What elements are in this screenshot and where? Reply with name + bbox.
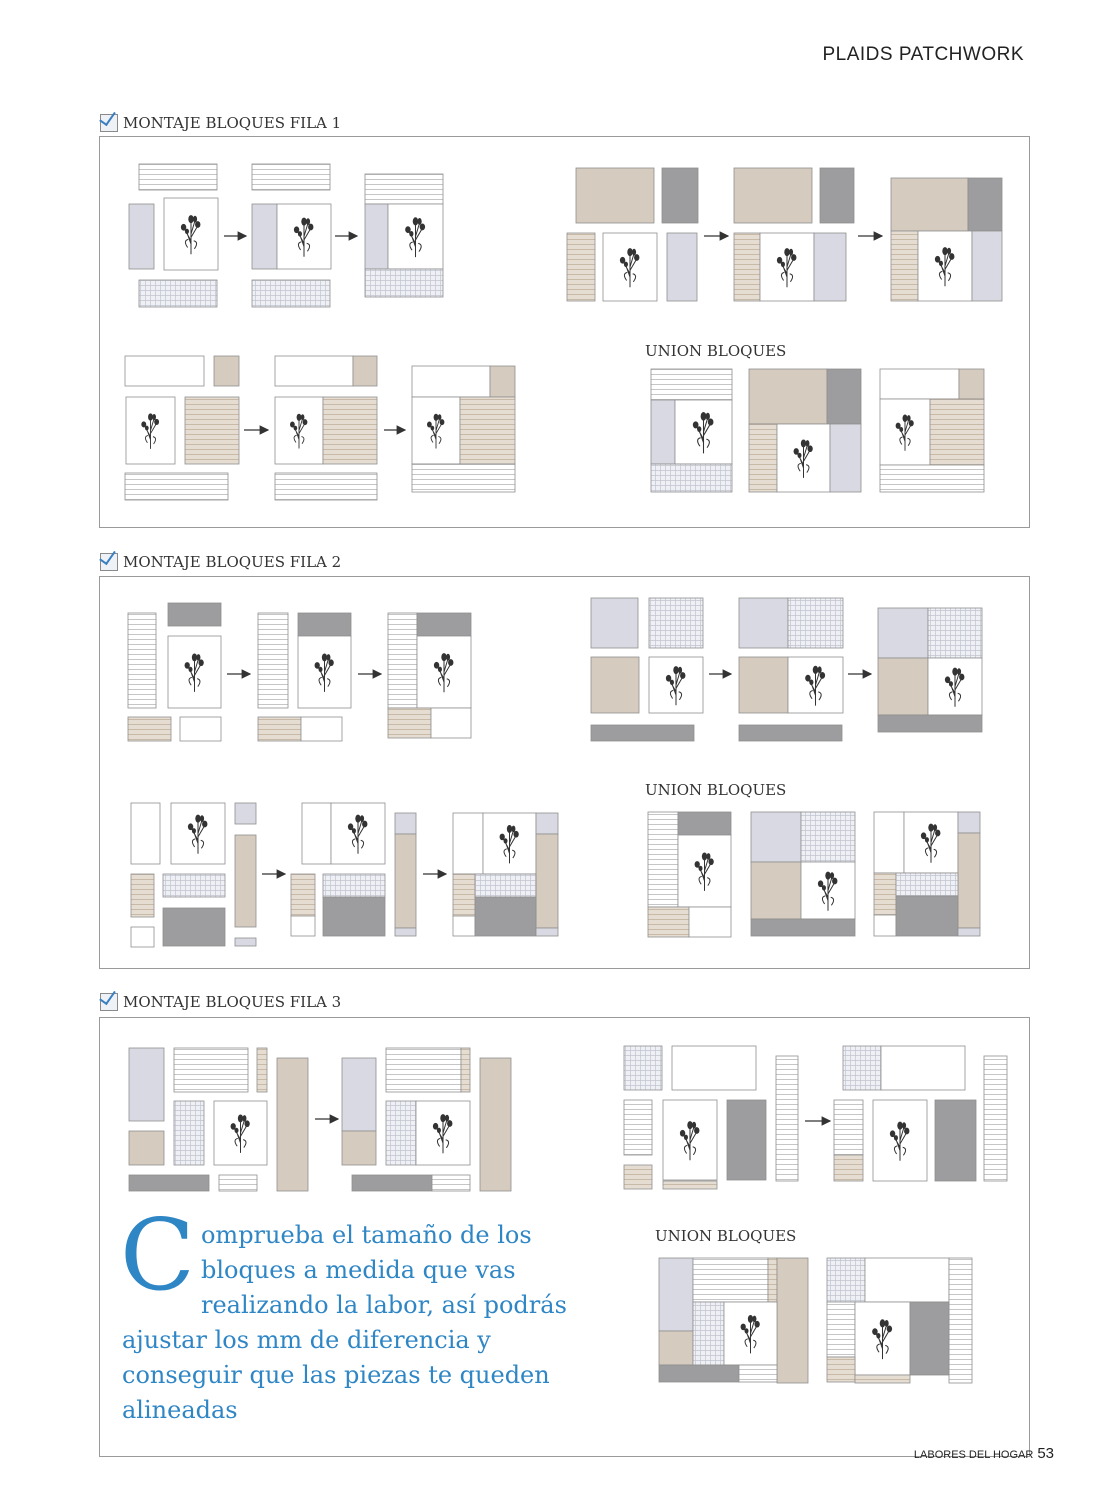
fabric-piece bbox=[672, 1046, 756, 1090]
fabric-piece bbox=[827, 369, 861, 424]
fabric-piece bbox=[651, 400, 675, 464]
fabric-piece bbox=[139, 164, 217, 190]
fabric-piece bbox=[168, 603, 221, 626]
fabric-piece bbox=[298, 613, 351, 636]
fabric-piece bbox=[880, 369, 959, 399]
fabric-piece bbox=[257, 1048, 267, 1092]
fabric-piece bbox=[749, 424, 777, 492]
fabric-piece bbox=[843, 1046, 881, 1090]
fabric-piece bbox=[624, 1165, 652, 1189]
fabric-piece bbox=[125, 473, 228, 500]
union-label-fila-1: UNION BLOQUES bbox=[645, 342, 787, 360]
fabric-piece bbox=[949, 1258, 972, 1383]
fabric-piece bbox=[591, 725, 694, 741]
fabric-piece bbox=[896, 896, 958, 936]
fabric-piece bbox=[896, 873, 958, 896]
fabric-piece bbox=[277, 1058, 308, 1191]
fabric-piece bbox=[739, 725, 842, 741]
fabric-piece bbox=[820, 168, 854, 223]
fabric-piece bbox=[878, 715, 982, 732]
fabric-piece bbox=[663, 1181, 717, 1189]
fabric-piece bbox=[302, 803, 331, 864]
fabric-piece bbox=[214, 356, 239, 386]
fabric-piece bbox=[739, 598, 788, 648]
fabric-piece bbox=[174, 1101, 204, 1165]
fabric-piece bbox=[323, 874, 385, 897]
fabric-piece bbox=[734, 168, 812, 223]
fabric-piece bbox=[291, 874, 315, 916]
fabric-piece bbox=[365, 174, 443, 204]
fabric-piece bbox=[128, 717, 171, 741]
fabric-piece bbox=[252, 204, 277, 269]
fabric-piece bbox=[649, 598, 703, 648]
fabric-piece bbox=[174, 1048, 248, 1092]
fabric-piece bbox=[365, 269, 443, 297]
fabric-piece bbox=[567, 233, 595, 301]
fabric-piece bbox=[342, 1058, 376, 1131]
fabric-piece bbox=[395, 834, 416, 928]
fabric-piece bbox=[323, 897, 385, 936]
fabric-piece bbox=[958, 812, 980, 833]
fabric-piece bbox=[129, 1175, 209, 1191]
fabric-piece bbox=[536, 834, 558, 928]
union-label-fila-3: UNION BLOQUES bbox=[655, 1227, 797, 1245]
fabric-piece bbox=[576, 168, 654, 223]
fabric-piece bbox=[958, 928, 980, 936]
fabric-piece bbox=[880, 465, 984, 492]
fabric-piece bbox=[874, 915, 896, 936]
fabric-piece bbox=[185, 397, 239, 464]
fabric-piece bbox=[834, 1100, 863, 1155]
fabric-piece bbox=[591, 598, 638, 648]
fabric-piece bbox=[739, 657, 788, 713]
fabric-piece bbox=[878, 608, 928, 658]
fabric-piece bbox=[365, 204, 388, 269]
fabric-piece bbox=[460, 397, 515, 464]
fabric-piece bbox=[235, 938, 256, 946]
fabric-piece bbox=[814, 233, 846, 301]
fabric-piece bbox=[751, 919, 855, 936]
fabric-piece bbox=[788, 598, 843, 648]
fabric-piece bbox=[689, 907, 731, 937]
fabric-piece bbox=[734, 233, 760, 301]
fabric-piece bbox=[417, 613, 471, 636]
fabric-piece bbox=[874, 812, 904, 873]
fabric-piece bbox=[659, 1365, 739, 1382]
fabric-piece bbox=[768, 1258, 777, 1302]
fabric-piece bbox=[432, 1175, 470, 1191]
fabric-piece bbox=[749, 369, 827, 424]
fabric-piece bbox=[475, 874, 536, 897]
fabric-piece bbox=[958, 833, 980, 928]
fabric-piece bbox=[959, 369, 984, 399]
fabric-piece bbox=[891, 231, 918, 301]
fabric-piece bbox=[865, 1258, 949, 1302]
fabric-piece bbox=[693, 1258, 768, 1302]
fabric-piece bbox=[910, 1302, 949, 1375]
fabric-piece bbox=[431, 708, 471, 738]
fabric-piece bbox=[388, 708, 431, 738]
fabric-piece bbox=[235, 835, 256, 927]
fabric-piece bbox=[129, 204, 154, 269]
fabric-piece bbox=[342, 1131, 376, 1165]
tip-callout bbox=[120, 1199, 602, 1428]
fabric-piece bbox=[163, 908, 225, 946]
fabric-piece bbox=[395, 928, 416, 936]
fabric-piece bbox=[163, 874, 225, 897]
fabric-piece bbox=[968, 178, 1002, 231]
fabric-piece bbox=[235, 803, 256, 824]
fabric-piece bbox=[258, 717, 301, 741]
fabric-piece bbox=[395, 813, 416, 834]
fabric-piece bbox=[386, 1048, 461, 1092]
fabric-piece bbox=[252, 164, 330, 190]
fabric-piece bbox=[930, 399, 984, 465]
fabric-piece bbox=[490, 366, 515, 397]
footer-magazine: LABORES DEL HOGAR bbox=[913, 1449, 1034, 1461]
fabric-piece bbox=[275, 473, 377, 500]
fabric-piece bbox=[536, 928, 558, 936]
tip-text: omprueba el tamaño de los bloques a medida que vas realizando la labor, así podrás ajustar los mm de diferencia y conseguir que las piezas te queden alineadas bbox=[122, 1221, 567, 1424]
fabric-piece bbox=[461, 1048, 470, 1092]
fabric-piece bbox=[128, 613, 156, 708]
page-number: 53 bbox=[1037, 1445, 1054, 1462]
fabric-piece bbox=[739, 1365, 777, 1382]
fabric-piece bbox=[624, 1100, 652, 1155]
fabric-piece bbox=[648, 812, 678, 907]
fabric-piece bbox=[874, 873, 896, 915]
fabric-piece bbox=[453, 916, 475, 936]
fabric-piece bbox=[751, 862, 801, 919]
fabric-piece bbox=[453, 874, 475, 916]
fabric-piece bbox=[258, 613, 288, 708]
fabric-piece bbox=[801, 812, 855, 862]
page-header-title: PLAIDS PATCHWORK bbox=[822, 44, 1024, 65]
fabric-piece bbox=[412, 366, 490, 397]
fabric-piece bbox=[662, 168, 698, 223]
fabric-piece bbox=[624, 1046, 662, 1090]
fabric-piece bbox=[659, 1258, 693, 1331]
fabric-piece bbox=[881, 1046, 965, 1090]
fabric-piece bbox=[984, 1056, 1007, 1181]
fabric-piece bbox=[651, 369, 732, 400]
fabric-piece bbox=[972, 231, 1002, 301]
fabric-piece bbox=[453, 813, 483, 874]
fabric-piece bbox=[591, 657, 639, 713]
fabric-piece bbox=[751, 812, 801, 862]
fabric-piece bbox=[125, 356, 204, 386]
tip-dropcap: C bbox=[120, 1199, 195, 1313]
fabric-piece bbox=[536, 813, 558, 834]
fabric-piece bbox=[827, 1258, 865, 1302]
fabric-piece bbox=[323, 397, 377, 464]
fabric-piece bbox=[301, 717, 342, 741]
fabric-piece bbox=[388, 613, 417, 708]
fabric-piece bbox=[252, 280, 330, 307]
fabric-piece bbox=[727, 1100, 766, 1180]
fabric-piece bbox=[827, 1302, 855, 1357]
fabric-piece bbox=[935, 1100, 976, 1181]
fabric-piece bbox=[180, 717, 221, 741]
fabric-piece bbox=[129, 1048, 164, 1121]
fabric-piece bbox=[651, 464, 732, 492]
fabric-piece bbox=[352, 1175, 432, 1191]
page-footer bbox=[914, 1445, 1054, 1462]
fabric-piece bbox=[830, 424, 861, 492]
fabric-piece bbox=[139, 280, 217, 307]
fabric-piece bbox=[131, 927, 154, 947]
fabric-piece bbox=[777, 1258, 808, 1383]
fabric-piece bbox=[678, 812, 731, 835]
section-label-text: MONTAJE BLOQUES FILA 2 bbox=[123, 553, 342, 571]
fabric-piece bbox=[131, 874, 154, 917]
fabric-piece bbox=[648, 907, 689, 937]
section-label-text: MONTAJE BLOQUES FILA 3 bbox=[123, 993, 342, 1011]
fabric-piece bbox=[667, 233, 697, 301]
fabric-piece bbox=[776, 1056, 798, 1181]
fabric-piece bbox=[834, 1155, 863, 1181]
fabric-piece bbox=[291, 916, 315, 936]
fabric-piece bbox=[129, 1131, 164, 1165]
fabric-piece bbox=[928, 608, 982, 658]
fabric-piece bbox=[827, 1357, 855, 1382]
section-label-text: MONTAJE BLOQUES FILA 1 bbox=[123, 114, 342, 132]
fabric-piece bbox=[878, 658, 928, 715]
fabric-piece bbox=[386, 1101, 416, 1165]
fabric-piece bbox=[480, 1058, 511, 1191]
fabric-piece bbox=[855, 1375, 910, 1383]
fabric-piece bbox=[219, 1175, 257, 1191]
fabric-piece bbox=[659, 1331, 693, 1365]
fabric-piece bbox=[693, 1302, 724, 1365]
fabric-piece bbox=[475, 897, 536, 936]
fabric-piece bbox=[412, 464, 515, 492]
union-label-fila-2: UNION BLOQUES bbox=[645, 781, 787, 799]
fabric-piece bbox=[891, 178, 968, 231]
fabric-piece bbox=[353, 356, 377, 386]
fabric-piece bbox=[131, 803, 160, 864]
fabric-piece bbox=[275, 356, 353, 386]
